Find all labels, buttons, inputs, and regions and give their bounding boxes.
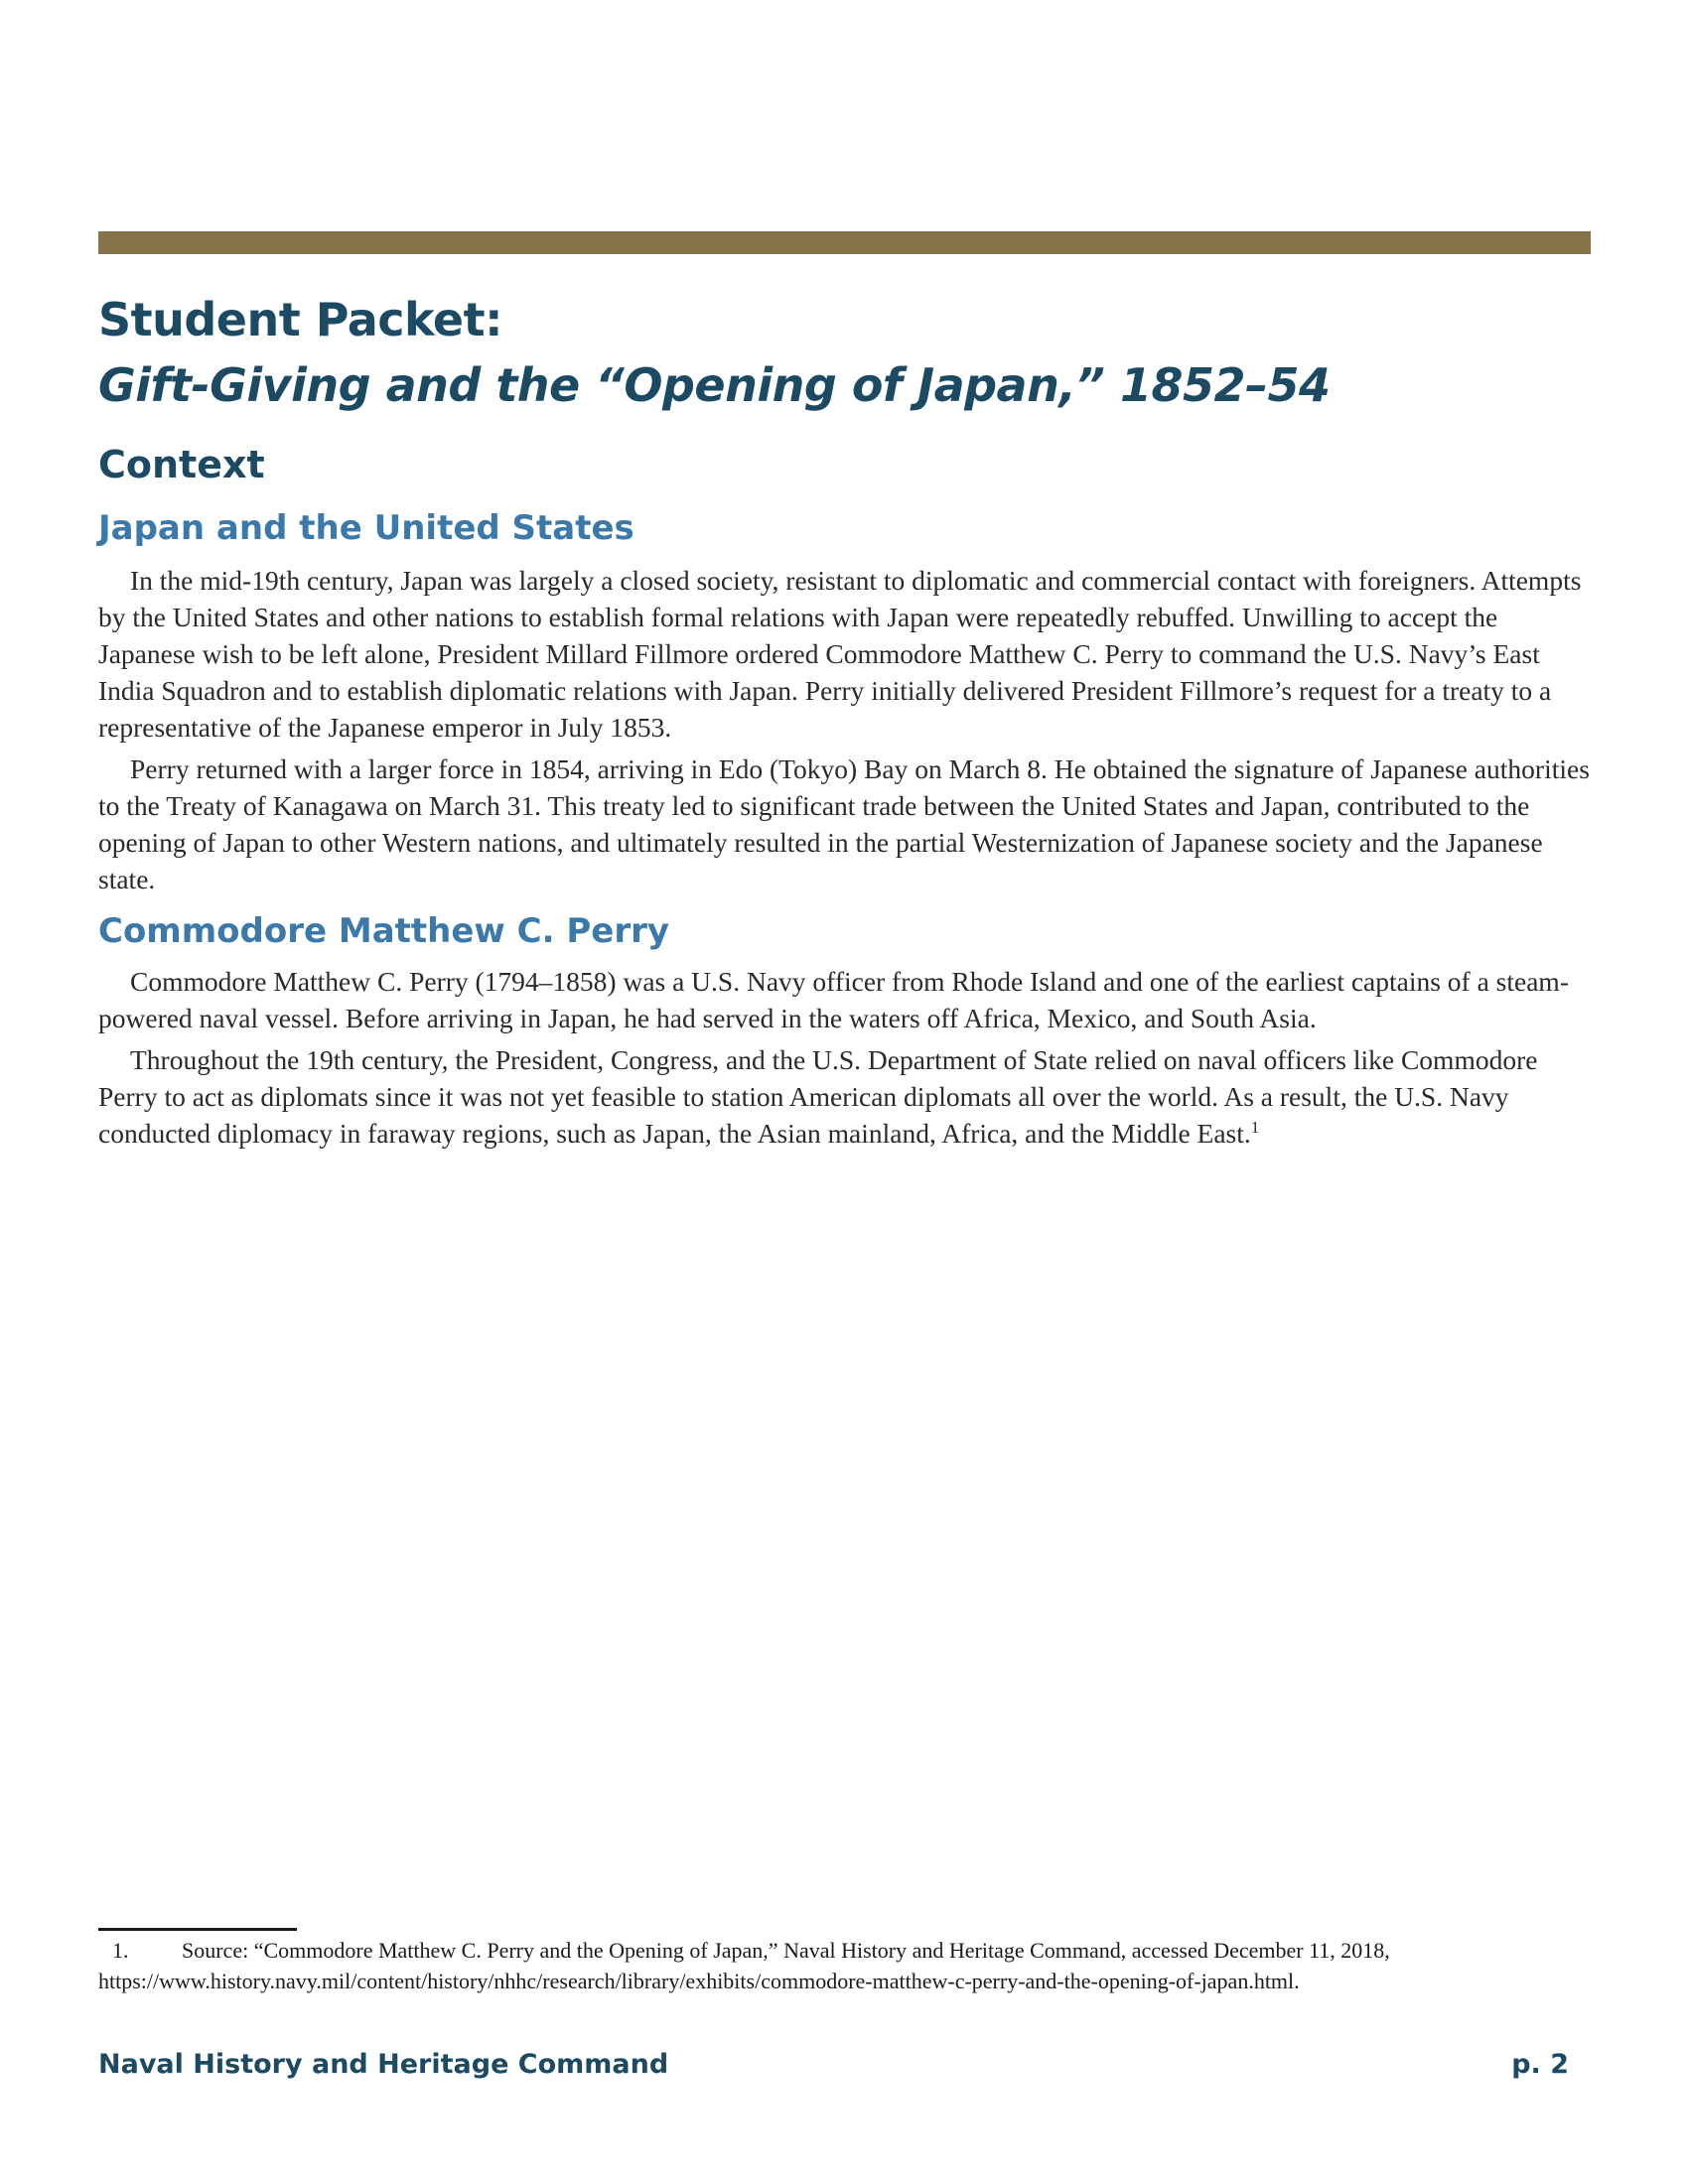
footnote-text: Source: “Commodore Matthew C. Perry and the Opening of Japan,” Naval History and Heritage Command, accessed December 11, 2018, https://www.history.navy.mil/content/history/nhhc/research/library/exhibits/commodore-matthew-c-perry-and-the-opening-of-japan.html. (98, 1938, 1390, 1993)
header-rule (98, 231, 1591, 254)
title-line-2: Gift-Giving and the “Opening of Japan,” 1852–54 (98, 358, 1331, 412)
subheading-japan-and-us: Japan and the United States (98, 508, 634, 548)
footer-page-number: p. 2 (1511, 2049, 1569, 2080)
page-title (98, 288, 1591, 419)
paragraph-perry-1: Commodore Matthew C. Perry (1794–1858) was a U.S. Navy officer from Rhode Island and one of the earliest captains of a steam-powered naval vessel. Before arriving in Japan, he had served in the waters off Africa, Mexico, and South Asia. (98, 966, 1569, 1033)
footnote-reference: 1 (1250, 1117, 1260, 1137)
paragraph-perry-2-text: Throughout the 19th century, the President, Congress, and the U.S. Department of State relied on naval officers like Commodore Perry to act as diplomats since it was not yet feasible to station American diplomats all over the world. As a result, the U.S. Navy conducted diplomacy in faraway regions, such as Japan, the Asian mainland, Africa, and the Middle East. (98, 1044, 1538, 1149)
paragraph-japan-1: In the mid-19th century, Japan was largely a closed society, resistant to diplomatic and commercial contact with foreigners. Attempts by the United States and other nations to establish formal relations with Japan were repeatedly rebuffed. Unwilling to accept the Japanese wish to be left alone, President Millard Fillmore ordered Commodore Matthew C. Perry to command the U.S. Navy’s East India Squadron and to establish diplomatic relations with Japan. Perry initially delivered President Fillmore’s request for a treaty to a representative of the Japanese emperor in July 1853. (98, 565, 1582, 743)
footnote-divider (98, 1928, 297, 1931)
title-line-1: Student Packet: (98, 293, 502, 346)
section-heading-context: Context (98, 443, 265, 486)
footnote (98, 1935, 1593, 1996)
paragraph-japan-2: Perry returned with a larger force in 1854, arriving in Edo (Tokyo) Bay on March 8. He obtained the signature of Japanese authorities to the Treaty of Kanagawa on March 31. This treaty led to significant trade between the United States and Japan, contributed to the opening of Japan to other Western nations, and ultimately resulted in the partial Westernization of Japanese society and the Japanese state. (98, 753, 1590, 894)
footer-organization: Naval History and Heritage Command (98, 2049, 669, 2080)
subheading-commodore-perry: Commodore Matthew C. Perry (98, 911, 670, 951)
footnote-number: 1. (112, 1938, 129, 1963)
paragraph-perry-2 (98, 1041, 1593, 1152)
